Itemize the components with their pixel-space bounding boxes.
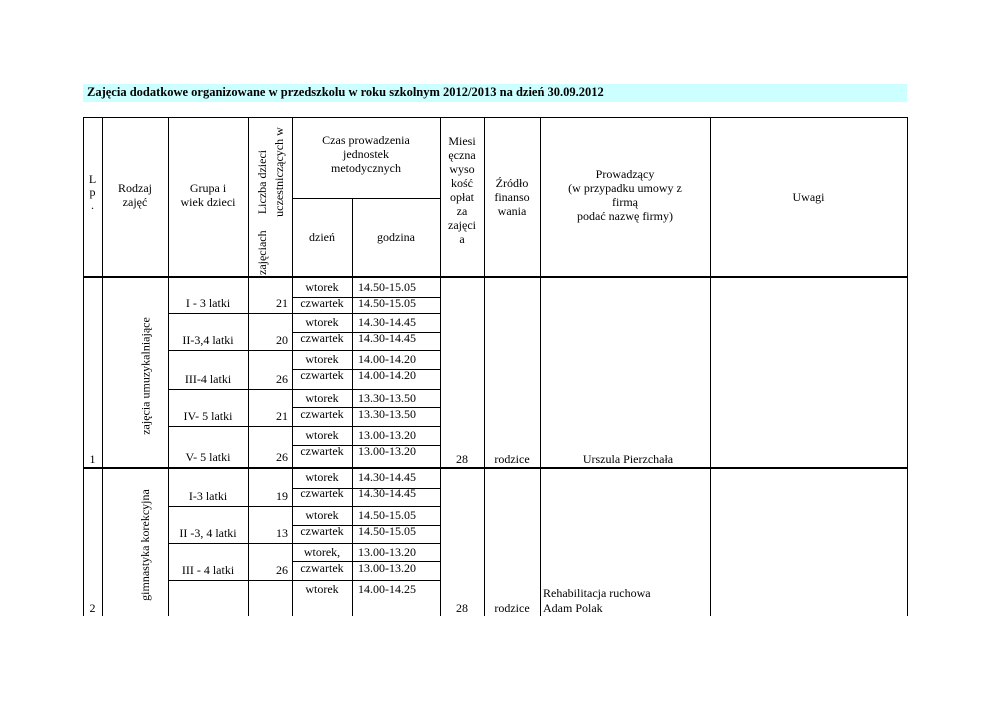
row-lp: 1 (89, 452, 96, 466)
row-godzina: 14.00-14.20 (358, 352, 416, 366)
row-prowadzacy: Adam Polak (543, 601, 603, 615)
header-oplata: a (459, 232, 465, 246)
time-row-line (292, 389, 440, 390)
row-liczba: 26 (276, 563, 288, 577)
row-zrodlo: rodzice (494, 601, 530, 615)
time-row-line (292, 313, 440, 314)
row-godzina: 14.50-15.05 (358, 508, 416, 522)
row-dzien: wtorek (305, 352, 339, 366)
header-lp: p (89, 185, 96, 199)
czas-subheader-line (292, 198, 440, 199)
header-czas: metodycznych (331, 161, 401, 175)
time-row-line (292, 350, 440, 351)
header-liczba-line3: zajęciach (255, 230, 269, 275)
row-liczba: 21 (276, 296, 288, 310)
row-dzien: czwartek (300, 331, 344, 345)
header-liczba-line1: Liczba dzieci (255, 149, 269, 215)
header-zrodlo: Źródło (495, 176, 529, 190)
row-godzina: 14.30-14.45 (358, 470, 416, 484)
row-godzina: 13.00-13.20 (358, 444, 416, 458)
row-dzien: czwartek (300, 561, 344, 575)
row-godzina: 13.30-13.50 (358, 407, 416, 421)
row-godzina: 14.00-14.25 (358, 582, 416, 596)
header-rodzaj: Rodzaj (118, 181, 152, 195)
row-grupa: II-3,4 latki (182, 333, 234, 347)
header-czas: Czas prowadzenia (322, 133, 410, 147)
row-dzien: wtorek (305, 391, 339, 405)
column-divider (292, 117, 293, 616)
row-dzien: wtorek (305, 508, 339, 522)
title-banner (83, 84, 907, 102)
header-liczba-line2: uczestniczących w (272, 127, 286, 217)
row-grupa: I - 3 latki (185, 296, 231, 310)
time-row-line (292, 580, 440, 581)
row-godzina: 14.50-15.05 (358, 280, 416, 294)
row-dzien: wtorek (305, 428, 339, 442)
row-grupa: V- 5 latki (185, 450, 231, 464)
time-row-line (292, 426, 440, 427)
header-lp: . (91, 198, 94, 212)
header-oplata: ęczna (448, 148, 476, 162)
header-oplata: wyso (449, 162, 475, 176)
row-prowadzacy: Rehabilitacja ruchowa (543, 586, 651, 600)
group-divider (168, 426, 292, 427)
row-dzien: czwartek (300, 486, 344, 500)
row-dzien: wtorek (305, 315, 339, 329)
header-czas: jednostek (343, 147, 389, 161)
group-divider (168, 350, 292, 351)
header-oplata: Miesi (448, 134, 476, 148)
row-grupa: I-3 latki (188, 489, 228, 503)
row-rodzaj: zajęcia umuzykalniające (138, 316, 152, 435)
row-dzien: czwartek (300, 296, 344, 310)
row-grupa: III-4 latki (184, 372, 232, 386)
header-uwagi: Uwagi (792, 190, 825, 204)
group-divider (168, 580, 292, 581)
group-divider (168, 313, 292, 314)
row-dzien: wtorek (305, 470, 339, 484)
row-oplata: 28 (456, 452, 468, 466)
row-godzina: 13.30-13.50 (358, 391, 416, 405)
header-prowadzacy: podać nazwę firmy) (577, 209, 673, 223)
time-row-line (292, 543, 440, 544)
section-separator (83, 467, 907, 469)
row-prowadzacy: Urszula Pierzchała (582, 452, 674, 466)
row-dzien: wtorek (305, 280, 339, 294)
row-dzien: czwartek (300, 407, 344, 421)
column-divider (248, 117, 249, 616)
row-dzien: wtorek (305, 582, 339, 596)
row-zrodlo: rodzice (494, 452, 530, 466)
row-lp: 2 (89, 601, 96, 615)
row-godzina: 14.30-14.45 (358, 315, 416, 329)
row-godzina: 13.00-13.20 (358, 561, 416, 575)
row-liczba: 26 (276, 450, 288, 464)
header-oplata: za (456, 204, 468, 218)
header-rodzaj: zajęć (122, 195, 148, 209)
row-liczba: 20 (276, 333, 288, 347)
row-liczba: 19 (276, 489, 288, 503)
row-grupa: III - 4 latki (181, 563, 235, 577)
header-prowadzacy: firmą (612, 195, 638, 209)
header-oplata: opłat (450, 190, 474, 204)
header-bottom-border (83, 276, 907, 278)
header-grupa: wiek dzieci (180, 195, 236, 209)
row-godzina: 14.30-14.45 (358, 331, 416, 345)
header-zrodlo: finanso (494, 190, 530, 204)
header-dzien: dzień (309, 230, 335, 244)
header-grupa: Grupa i (189, 181, 227, 195)
row-liczba: 26 (276, 372, 288, 386)
row-liczba: 13 (276, 526, 288, 540)
header-oplata: zajęci (448, 218, 476, 232)
header-zrodlo: wania (497, 204, 527, 218)
row-dzien: czwartek (300, 368, 344, 382)
row-oplata: 28 (456, 601, 468, 615)
group-divider (168, 389, 292, 390)
header-oplata: kość (451, 176, 473, 190)
row-rodzaj: gimnastyka korekcyjna (138, 489, 152, 601)
row-dzien: czwartek (300, 444, 344, 458)
row-liczba: 21 (276, 409, 288, 423)
row-godzina: 13.00-13.20 (358, 545, 416, 559)
row-godzina: 14.30-14.45 (358, 486, 416, 500)
row-dzien: wtorek, (303, 545, 341, 559)
row-godzina: 14.50-15.05 (358, 524, 416, 538)
header-godzina: godzina (377, 230, 415, 244)
header-prowadzacy: (w przypadku umowy z (568, 181, 682, 195)
group-divider (168, 543, 292, 544)
row-grupa: II -3, 4 latki (179, 526, 237, 540)
document-title: Zajęcia dodatkowe organizowane w przedszkolu w roku szkolnym 2012/2013 na dzień 30.09.2012 (87, 85, 604, 99)
row-godzina: 14.50-15.05 (358, 296, 416, 310)
row-grupa: IV- 5 latki (183, 409, 233, 423)
time-row-line (292, 506, 440, 507)
header-lp: L (88, 172, 97, 186)
header-prowadzacy: Prowadzący (595, 167, 655, 181)
row-godzina: 13.00-13.20 (358, 428, 416, 442)
table-right-border (907, 117, 908, 616)
row-godzina: 14.00-14.20 (358, 368, 416, 382)
table-top-border (83, 117, 907, 118)
row-dzien: czwartek (300, 524, 344, 538)
group-divider (168, 506, 292, 507)
